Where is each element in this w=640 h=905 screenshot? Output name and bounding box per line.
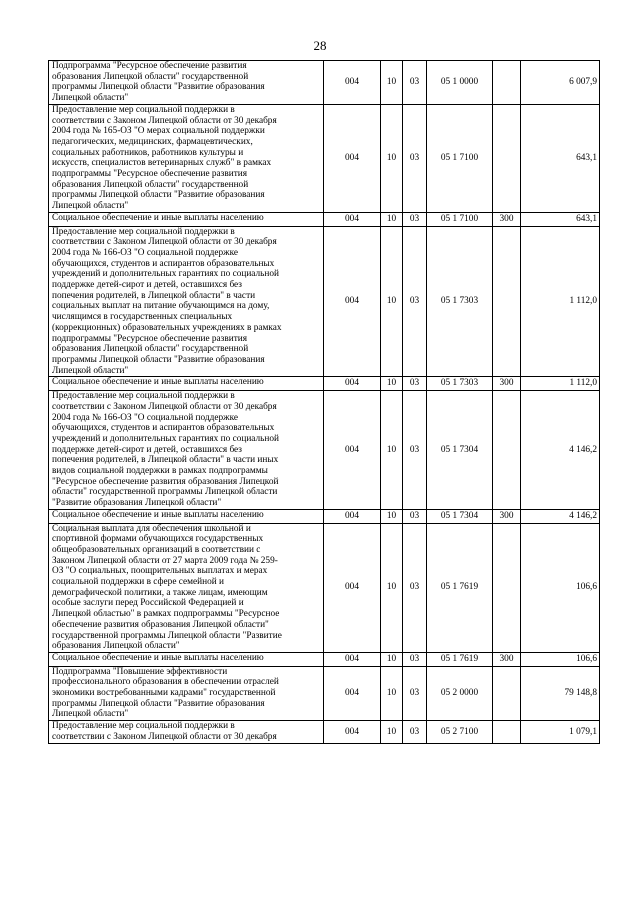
description-line: ОЗ "О социальных, поощрительных выплатах и мерах	[52, 566, 268, 577]
subsection-code-cell: 03	[403, 212, 427, 226]
description-line: программы Липецкой области "Развитие образования	[52, 698, 265, 709]
amount-cell: 106,6	[521, 523, 600, 652]
description-line: "Развитие образования Липецкой области"	[52, 498, 222, 509]
description-line: Подпрограмма "Повышение эффективности	[52, 666, 228, 677]
description-line: Предоставление мер социальной поддержки в	[52, 721, 235, 732]
description-line: государственной программы Липецкой области "Развитие	[52, 630, 282, 641]
description-line: Социальное обеспечение и иные выплаты населению	[52, 377, 264, 388]
description-line: учреждений и дополнительных гарантиях по социальной	[52, 269, 279, 280]
page-number: 28	[313, 38, 327, 53]
ministry-code-cell: 004	[324, 391, 381, 510]
description-line: обеспечение развития образования Липецкой области"	[52, 619, 269, 630]
description-line: Социальное обеспечение и иные выплаты населению	[52, 509, 264, 520]
description-line: спортивной формами обучающихся государственных	[52, 534, 264, 545]
description-line: Липецкой области"	[52, 93, 129, 104]
description-line: обучающихся, студентов и аспирантов образовательных	[52, 258, 275, 269]
expense-type-cell	[493, 523, 521, 652]
table-row	[49, 377, 600, 391]
amount-cell: 1 112,0	[521, 226, 600, 377]
row-description-cell	[49, 523, 324, 652]
ministry-code-cell: 004	[324, 666, 381, 721]
expense-type-cell	[493, 721, 521, 743]
expense-type-cell	[493, 226, 521, 377]
row-description-cell	[49, 509, 324, 523]
section-code-cell: 10	[381, 666, 403, 721]
description-line: образования Липецкой области"	[52, 641, 180, 652]
table-row	[49, 226, 600, 377]
table-row	[49, 509, 600, 523]
section-code-cell: 10	[381, 652, 403, 666]
ministry-code-cell: 004	[324, 509, 381, 523]
section-code-cell: 10	[381, 104, 403, 212]
description-line: Предоставление мер социальной поддержки в	[52, 226, 235, 237]
description-line: профессионального образования в обеспечении отраслей	[52, 677, 279, 688]
description-line: области" государственной программы Липецкой области	[52, 487, 278, 498]
subsection-code-cell: 03	[403, 652, 427, 666]
description-line: соответствии с Законом Липецкой области от 30 декабря	[52, 731, 277, 742]
description-line: соответствии с Законом Липецкой области от 30 декабря	[52, 401, 277, 412]
description-line: программы Липецкой области "Развитие образования	[52, 190, 265, 201]
description-line: числящимся в государственных специальных	[52, 312, 233, 323]
section-code-cell: 10	[381, 509, 403, 523]
amount-cell: 79 148,8	[521, 666, 600, 721]
row-description-cell	[49, 377, 324, 391]
description-line: Предоставление мер социальной поддержки в	[52, 391, 235, 402]
section-code-cell: 10	[381, 523, 403, 652]
target-article-cell: 05 1 7303	[427, 226, 493, 377]
expense-type-cell	[493, 61, 521, 105]
description-line: попечения родителей, в Липецкой области" в части иных	[52, 455, 279, 466]
description-line: программы Липецкой области "Развитие образования	[52, 82, 265, 93]
description-line: образования Липецкой области" государственной	[52, 344, 249, 355]
description-line: Социальное обеспечение и иные выплаты населению	[52, 212, 264, 223]
target-article-cell: 05 1 7619	[427, 523, 493, 652]
description-line: 2004 года № 166-ОЗ "О социальной поддержке	[52, 247, 238, 258]
ministry-code-cell: 004	[324, 104, 381, 212]
description-line: обучающихся, студентов и аспирантов образовательных	[52, 423, 275, 434]
section-code-cell: 10	[381, 391, 403, 510]
description-line: педагогических, медицинских, фармацевтических,	[52, 136, 253, 147]
description-line: соответствии с Законом Липецкой области от 30 декабря	[52, 237, 277, 248]
section-code-cell: 10	[381, 212, 403, 226]
row-description-cell	[49, 666, 324, 721]
row-description-cell	[49, 721, 324, 743]
description-line: Липецкой областью" в рамках подпрограммы "Ресурсное	[52, 609, 280, 620]
description-line: подпрограммы "Ресурсное обеспечение развития	[52, 169, 248, 180]
description-line: общеобразовательных организаций в соответствии с	[52, 544, 261, 555]
target-article-cell: 05 1 7304	[427, 509, 493, 523]
table-row	[49, 666, 600, 721]
row-description-cell	[49, 391, 324, 510]
target-article-cell: 05 1 7100	[427, 104, 493, 212]
budget-table-body	[49, 61, 600, 744]
row-description-cell	[49, 61, 324, 105]
expense-type-cell	[493, 104, 521, 212]
expense-type-cell	[493, 666, 521, 721]
ministry-code-cell: 004	[324, 226, 381, 377]
section-code-cell: 10	[381, 721, 403, 743]
section-code-cell: 10	[381, 226, 403, 377]
table-row	[49, 61, 600, 105]
description-line: социальных работников, работников культуры и	[52, 147, 244, 158]
table-row	[49, 721, 600, 743]
target-article-cell: 05 1 7303	[427, 377, 493, 391]
description-line: Социальная выплата для обеспечения школьной и	[52, 523, 251, 534]
table-row	[49, 523, 600, 652]
description-line: 2004 года № 166-ОЗ "О социальной поддержке	[52, 412, 238, 423]
description-line: искусств, специалистов ветеринарных служб" в рамках	[52, 158, 272, 169]
target-article-cell: 05 1 0000	[427, 61, 493, 105]
row-description-cell	[49, 104, 324, 212]
section-code-cell: 10	[381, 61, 403, 105]
description-line: поддержке детей-сирот и детей, оставшихся без	[52, 280, 242, 291]
description-line: образования Липецкой области" государственной	[52, 71, 249, 82]
subsection-code-cell: 03	[403, 523, 427, 652]
description-line: Липецкой области"	[52, 709, 129, 720]
description-line: демографической политики, а также лицам, имеющим	[52, 587, 268, 598]
description-line: 2004 года № 165-ОЗ "О мерах социальной поддержки	[52, 126, 265, 137]
amount-cell: 643,1	[521, 212, 600, 226]
description-line: (коррекционных) образовательных учреждениях в рамках	[52, 322, 282, 333]
target-article-cell: 05 1 7619	[427, 652, 493, 666]
amount-cell: 6 007,9	[521, 61, 600, 105]
subsection-code-cell: 03	[403, 104, 427, 212]
description-line: социальной поддержки в сфере семейной и	[52, 577, 225, 588]
description-line: особые заслуги перед Российской Федерацией и	[52, 598, 244, 609]
amount-cell: 4 146,2	[521, 391, 600, 510]
subsection-code-cell: 03	[403, 509, 427, 523]
amount-cell: 1 112,0	[521, 377, 600, 391]
description-line: Подпрограмма "Ресурсное обеспечение развития	[52, 61, 247, 71]
expense-type-cell: 300	[493, 652, 521, 666]
description-line: попечения родителей, в Липецкой области" в части	[52, 290, 256, 301]
row-description-cell	[49, 212, 324, 226]
subsection-code-cell: 03	[403, 61, 427, 105]
subsection-code-cell: 03	[403, 226, 427, 377]
subsection-code-cell: 03	[403, 377, 427, 391]
description-line: Законом Липецкой области от 27 марта 2009 года № 259-	[52, 555, 278, 566]
description-line: видов социальной поддержки в рамках подпрограммы	[52, 466, 268, 477]
expense-type-cell: 300	[493, 509, 521, 523]
table-row	[49, 652, 600, 666]
table-row	[49, 104, 600, 212]
target-article-cell: 05 1 7100	[427, 212, 493, 226]
description-line: учреждений и дополнительных гарантиях по социальной	[52, 433, 279, 444]
description-line: Липецкой области"	[52, 201, 129, 212]
row-description-cell	[49, 652, 324, 666]
expense-type-cell: 300	[493, 377, 521, 391]
description-line: образования Липецкой области" государственной	[52, 179, 249, 190]
section-code-cell: 10	[381, 377, 403, 391]
table-row	[49, 391, 600, 510]
expense-type-cell	[493, 391, 521, 510]
description-line: Социальное обеспечение и иные выплаты населению	[52, 652, 264, 663]
description-line: поддержке детей-сирот и детей, оставшихся без	[52, 444, 242, 455]
description-line: социальных выплат на питание обучающимся на дому,	[52, 301, 270, 312]
description-line: соответствии с Законом Липецкой области от 30 декабря	[52, 115, 277, 126]
target-article-cell: 05 2 7100	[427, 721, 493, 743]
row-description-cell	[49, 226, 324, 377]
ministry-code-cell: 004	[324, 61, 381, 105]
amount-cell: 1 079,1	[521, 721, 600, 743]
amount-cell: 4 146,2	[521, 509, 600, 523]
target-article-cell: 05 2 0000	[427, 666, 493, 721]
ministry-code-cell: 004	[324, 721, 381, 743]
subsection-code-cell: 03	[403, 391, 427, 510]
ministry-code-cell: 004	[324, 523, 381, 652]
amount-cell: 643,1	[521, 104, 600, 212]
description-line: программы Липецкой области "Развитие образования	[52, 354, 265, 365]
budget-table	[48, 60, 600, 744]
ministry-code-cell: 004	[324, 212, 381, 226]
description-line: Липецкой области"	[52, 365, 129, 376]
table-row	[49, 212, 600, 226]
description-line: "Ресурсное обеспечение развития образования Липецкой	[52, 476, 279, 487]
ministry-code-cell: 004	[324, 377, 381, 391]
target-article-cell: 05 1 7304	[427, 391, 493, 510]
description-line: Предоставление мер социальной поддержки в	[52, 104, 235, 115]
description-line: подпрограммы "Ресурсное обеспечение развития	[52, 333, 248, 344]
subsection-code-cell: 03	[403, 721, 427, 743]
ministry-code-cell: 004	[324, 652, 381, 666]
expense-type-cell: 300	[493, 212, 521, 226]
description-line: экономики востребованными кадрами" государственной	[52, 688, 276, 699]
subsection-code-cell: 03	[403, 666, 427, 721]
amount-cell: 106,6	[521, 652, 600, 666]
